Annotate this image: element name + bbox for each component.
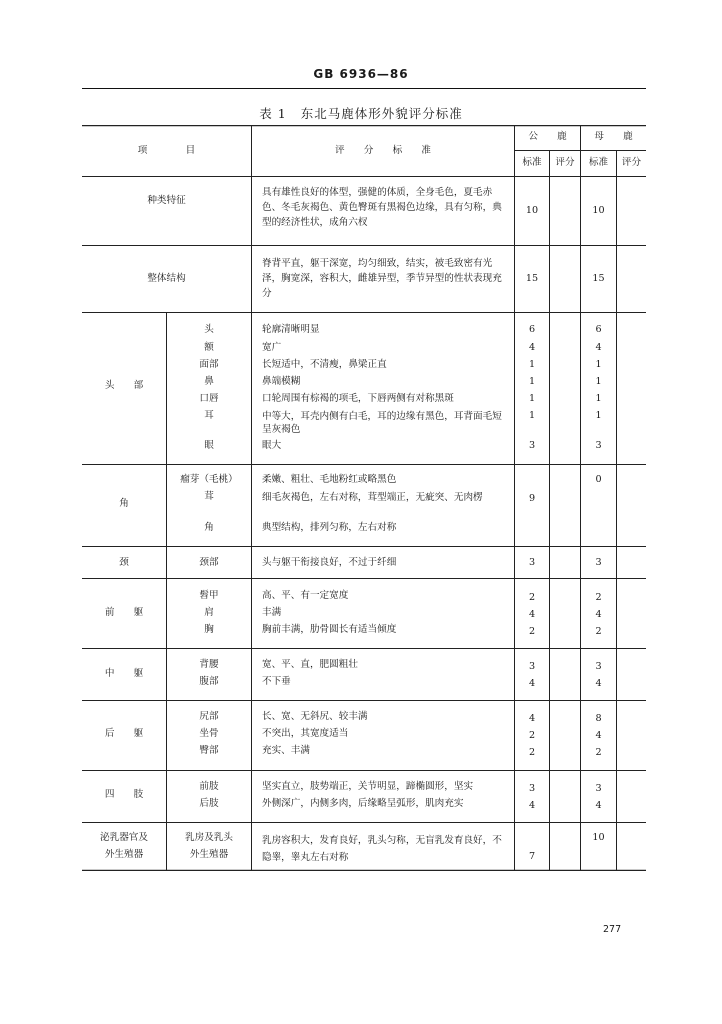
female-standard: 4 (595, 800, 602, 811)
female-standard: 1 (595, 393, 602, 404)
part-name: 后肢 (199, 798, 219, 809)
group-name: 颈 (119, 557, 129, 568)
criteria-text: 口轮周围有棕褐的项毛，下唇两侧有对称黑斑 (262, 393, 454, 404)
criteria-text: 眼大 (262, 440, 282, 451)
part-name: 乳房及乳头 (185, 832, 233, 843)
part-name: 头 (204, 324, 214, 335)
criteria-text: 具有雄性良好的体型，强健的体质，全身毛色，夏毛赤色、冬毛灰褐色、黄色臀斑有黑褐色边缘，具有匀称，典型的经济性状，成角六杈 (262, 187, 502, 228)
part-name: 鼻 (204, 376, 214, 387)
part-name: 前肢 (199, 781, 219, 792)
male-standard: 3 (528, 661, 536, 672)
female-standard: 6 (595, 324, 602, 335)
male-standard: 1 (528, 410, 536, 421)
header-male-standard: 标准 (522, 157, 542, 168)
female-standard: 2 (595, 592, 602, 603)
female-standard: 3 (595, 661, 602, 672)
female-standard: 1 (595, 410, 602, 421)
criteria-text: 典型结构，排列匀称，左右对称 (262, 522, 397, 533)
female-standard: 2 (595, 747, 602, 758)
male-standard: 4 (528, 713, 536, 724)
part-name: 额 (204, 342, 214, 353)
group-name: 泌乳器官及 (100, 832, 148, 843)
header-item: 项 目 (137, 145, 196, 156)
male-standard: 6 (528, 324, 536, 335)
criteria-text: 轮廓清晰明显 (262, 324, 320, 335)
part-name: 耳 (204, 410, 214, 421)
criteria-text: 不下垂 (262, 676, 291, 687)
male-standard: 2 (528, 730, 536, 741)
criteria-text: 细毛灰褐色，左右对称，茸型端正，无疵突、无肉楞 (262, 492, 483, 503)
female-standard: 3 (595, 440, 602, 451)
male-standard: 2 (528, 592, 536, 603)
female-standard: 1 (595, 359, 602, 370)
criteria-text: 长短适中，不清瘦，鼻梁正直 (262, 359, 387, 370)
female-standard: 10 (592, 205, 605, 216)
male-standard: 4 (528, 800, 536, 811)
female-standard: 8 (595, 713, 602, 724)
table-title: 东北马鹿体形外貌评分标准 (300, 106, 463, 121)
criteria-text: 坚实直立，肢势端正，关节明显，蹄椭圆形，坚实 (262, 781, 474, 792)
female-standard: 2 (595, 626, 602, 637)
female-standard: 4 (595, 342, 602, 353)
part-name: 腹部 (199, 676, 219, 687)
female-standard: 4 (595, 678, 602, 689)
criteria-text: 乳房容积大，发育良好，乳头匀称，无盲乳发育良好，不隐睾，睾丸左右对称 (262, 835, 502, 863)
criteria-text: 头与躯干衔接良好，不过于纤细 (262, 557, 397, 568)
part-name: 髫甲 (199, 590, 219, 601)
part-name: 背腰 (199, 659, 219, 670)
female-standard: 4 (595, 609, 602, 620)
standard-number: GB 6936—86 (313, 67, 409, 81)
part-name: 胸 (204, 624, 214, 635)
male-standard: 3 (528, 783, 536, 794)
part-name: 瘤芽（毛桃） (180, 474, 238, 485)
part-name: 茸 (204, 491, 214, 502)
criteria-text: 脊背平直，躯干深宽，均匀细致，结实，被毛致密有光泽，胸宽深，容积大，雌雄异型，季节异型的性状表现充分 (262, 258, 502, 299)
female-standard: 15 (592, 273, 605, 284)
header-rule (82, 88, 646, 89)
female-standard: 10 (592, 832, 605, 843)
header-female-standard: 标准 (588, 157, 609, 168)
criteria-text: 外侧深广，内侧多肉，后缘略呈弧形，肌肉充实 (262, 798, 464, 809)
part-name: 口唇 (199, 393, 219, 404)
female-standard: 1 (595, 376, 602, 387)
male-standard: 4 (528, 342, 536, 353)
criteria-text: 长、宽、无斜尻、较丰满 (262, 711, 368, 722)
criteria-text: 柔嫩、粗壮、毛地粉红或略黑色 (262, 474, 397, 485)
male-standard: 4 (528, 678, 536, 689)
section-name: 整体结构 (147, 273, 186, 284)
group-name: 前 躯 (104, 607, 144, 618)
criteria-text: 宽、平、直，肥圆粗壮 (262, 659, 358, 670)
header-male-score: 评分 (555, 157, 575, 168)
male-standard: 10 (525, 205, 539, 216)
male-standard: 4 (528, 609, 536, 620)
page-number: 277 (603, 924, 622, 935)
male-standard: 2 (528, 747, 536, 758)
male-standard: 7 (528, 851, 536, 862)
criteria-text: 高、平、有一定宽度 (262, 590, 349, 601)
part-name: 坐骨 (199, 728, 219, 739)
table-number: 表 1 (259, 106, 287, 121)
female-standard: 4 (595, 730, 602, 741)
section-name: 种类特征 (147, 195, 186, 206)
table-caption (0, 104, 722, 122)
criteria-text: 鼻端模糊 (262, 376, 301, 387)
group-name: 角 (119, 498, 129, 509)
header-female: 母 鹿 (594, 131, 633, 142)
male-standard: 15 (525, 273, 539, 284)
male-standard: 9 (528, 493, 536, 504)
header-female-score: 评分 (621, 157, 642, 168)
header-criteria: 评 分 标 准 (335, 145, 431, 156)
group-name: 中 躯 (104, 668, 144, 679)
male-standard: 1 (528, 359, 536, 370)
part-name: 尻部 (199, 711, 219, 722)
female-standard: 3 (595, 557, 602, 568)
criteria-text: 不突出，其宽度适当 (262, 728, 349, 739)
female-standard: 0 (595, 474, 602, 485)
criteria-text: 中等大，耳壳内侧有白毛，耳的边缘有黑色，耳背面毛短呈灰褐色 (262, 411, 502, 435)
male-standard: 1 (528, 393, 536, 404)
criteria-text: 胸前丰满，肋骨圆长有适当倾度 (262, 624, 397, 635)
criteria-text: 宽广 (262, 342, 282, 353)
male-standard: 2 (528, 626, 536, 637)
part-name: 眼 (204, 440, 214, 451)
female-standard: 3 (595, 783, 602, 794)
male-standard: 3 (528, 557, 536, 568)
part-name: 颈部 (199, 557, 219, 568)
part-name: 面部 (199, 359, 219, 370)
part-name: 角 (204, 522, 214, 533)
male-standard: 1 (528, 376, 536, 387)
scoring-table (82, 125, 646, 871)
header-male: 公 鹿 (528, 131, 567, 142)
part-name-line2: 外生殖器 (189, 849, 229, 860)
part-name: 肩 (204, 607, 214, 618)
group-name: 四 肢 (104, 789, 144, 800)
criteria-text: 充实、丰满 (262, 745, 310, 756)
male-standard: 3 (528, 440, 536, 451)
part-name: 臀部 (199, 745, 219, 756)
criteria-text: 丰满 (262, 607, 282, 618)
group-name-line2: 外生殖器 (104, 849, 144, 860)
group-name: 后 躯 (104, 728, 144, 739)
group-name: 头 部 (104, 380, 144, 391)
